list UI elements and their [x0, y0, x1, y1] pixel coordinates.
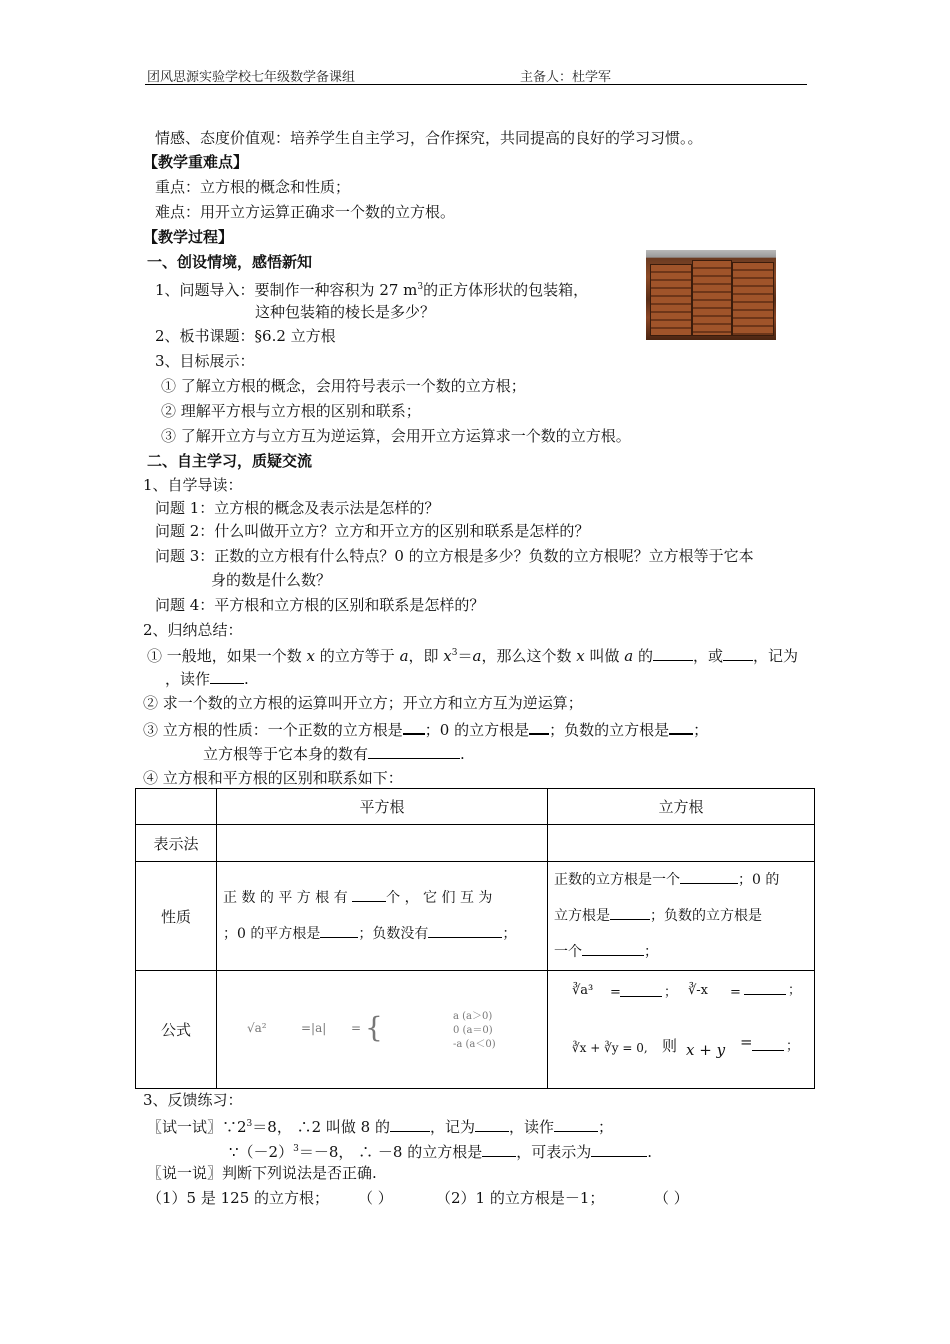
problem-3: 问题 3：正数的立方根有什么特点？0 的立方根是多少？负数的立方根呢？立方根等于它本 — [155, 547, 754, 565]
problem-2: 问题 2：什么叫做开立方？立方和开立方的区别和联系是怎样的？ — [155, 522, 590, 540]
cb-formula-3-sum: x + y — [686, 1040, 726, 1059]
formula-cube — [548, 971, 815, 1089]
blank-cb-2[interactable] — [744, 979, 786, 995]
judge-2-answer[interactable]: （ ） — [654, 1189, 689, 1207]
part-one-title: 一、创设情境，感悟新知 — [147, 253, 313, 271]
cb-formula-3-eq: = — [740, 1032, 753, 1051]
brace-icon: { — [365, 1010, 383, 1044]
cb-formula-1-eq: = — [610, 984, 621, 1000]
section-process: 【教学过程】 — [143, 228, 234, 246]
cb-formula-1: ∛a³ — [572, 982, 594, 998]
cb-formula-2: ∛-x — [688, 982, 709, 998]
goal-2: ② 理解平方根与立方根的区别和联系； — [161, 402, 421, 420]
notation-square[interactable] — [217, 825, 548, 862]
comparison-table — [135, 788, 815, 1089]
blank-self-equal[interactable] — [368, 743, 460, 759]
sq-case-3: -a (a＜0) — [453, 1038, 496, 1050]
cb-formula-1-end: ； — [664, 984, 678, 1000]
sq-case-2: 0 (a＝0) — [453, 1024, 493, 1036]
properties-square: 正 数 的 平 方 根 有 个 ， 它 们 互 为 ；0 的平方根是 ；负数没有 ； — [217, 862, 548, 971]
blank-try-2[interactable] — [475, 1116, 509, 1132]
formula-square — [217, 971, 548, 1089]
blank-try-1[interactable] — [390, 1116, 430, 1132]
goal-3: ③ 了解开立方与立方互为逆运算，会用开立方运算求一个数的立方根。 — [161, 427, 631, 445]
blank-zero[interactable] — [529, 718, 549, 735]
say-it-line: 〖说一说〗判断下列说法是否正确. — [147, 1164, 377, 1182]
cube-root-operation: ② 求一个数的立方根的运算叫开立方；开立方和立方互为逆运算； — [143, 694, 583, 712]
blank-positive[interactable] — [403, 718, 425, 735]
judge-2: （2）1 的立方根是－1； — [436, 1189, 605, 1207]
blank-read-as[interactable] — [210, 668, 244, 684]
cb-formula-2-eq: = — [730, 984, 741, 1000]
try-it-line-2: $\because(-2)^3=-8$， ∴ －8 的立方根是 ，可表示为 . — [229, 1143, 653, 1161]
goal-1: ① 了解立方根的概念，会用符号表示一个数的立方根； — [161, 377, 526, 395]
header-cube-root: 立方根 — [548, 789, 815, 825]
crates-photo — [646, 250, 776, 340]
blank-third-root[interactable] — [723, 645, 753, 661]
part-two-title: 二、自主学习，质疑交流 — [147, 452, 313, 470]
blank-try-4[interactable] — [482, 1141, 516, 1157]
properties-cube: 正数的立方根是一个 ；0 的 立方根是 ；负数的立方根是 一个 ； — [548, 862, 815, 971]
section-key-points: 【教学重难点】 — [143, 153, 249, 171]
header-school: 团风思源实验学校七年级数学备课组 — [147, 70, 356, 85]
cb-formula-3-end: ； — [786, 1038, 800, 1054]
sq-formula-abs: =|a| — [301, 1020, 327, 1035]
notation-cube[interactable] — [548, 825, 815, 862]
row-properties: 性质 — [136, 862, 217, 971]
cb-formula-3-then: 则 — [662, 1036, 678, 1055]
sq-formula-root: √a² — [247, 1020, 267, 1035]
cb-formula-3: ∛x + ∛y = 0, — [572, 1040, 648, 1055]
row-notation: 表示法 — [136, 825, 217, 862]
blank-negative[interactable] — [669, 718, 693, 735]
question-intro: 1、问题导入：要制作一种容积为 27 $m^3$的正方体形状的包装箱， — [155, 281, 589, 299]
key-point: 重点：立方根的概念和性质； — [155, 178, 351, 196]
difficult-point: 难点：用开立方运算正确求一个数的立方根。 — [155, 203, 456, 221]
blank-cb-3[interactable] — [752, 1035, 784, 1051]
compare-label: ④ 立方根和平方根的区别和联系如下： — [143, 769, 403, 787]
blank-cb-1[interactable] — [620, 981, 662, 997]
sq-case-1: a (a＞0) — [453, 1010, 493, 1022]
problem-1: 问题 1：立方根的概念及表示法是怎样的？ — [155, 499, 440, 517]
blank-cube-root[interactable] — [653, 645, 693, 661]
definition-line: ① 一般地，如果一个数 x 的立方等于 a，即 $x^3=a$，那么这个数 x 叫做 a 的 ，或 ，记为 — [147, 647, 799, 665]
table-corner — [136, 789, 217, 825]
cube-root-properties: ③ 立方根的性质：一个正数的立方根是 ；0 的立方根是 ；负数的立方根是 ； — [143, 718, 708, 740]
header-rule — [145, 84, 807, 85]
header-author: 主备人：杜学军 — [520, 70, 612, 85]
self-equal-line: 立方根等于它本身的数有 . — [203, 745, 465, 763]
row-formula: 公式 — [136, 971, 217, 1089]
question-intro-cont: 这种包装箱的棱长是多少？ — [255, 303, 436, 321]
lesson-title: 2、板书课题：§6.2 立方根 — [155, 327, 336, 345]
cb-formula-2-end: ； — [788, 982, 802, 998]
try-it-line: 〖试一试〗$\because 2^3=8$， ∴2 叫做 8 的 ，记为 ，读作 ； — [147, 1118, 614, 1136]
judge-1: （1）5 是 125 的立方根； — [147, 1189, 330, 1207]
problem-4: 问题 4：平方根和立方根的区别和联系是怎样的？ — [155, 596, 485, 614]
summary-label: 2、归纳总结： — [143, 621, 243, 639]
practice-label: 3、反馈练习： — [143, 1091, 243, 1109]
goals-label: 3、目标展示： — [155, 352, 255, 370]
judge-1-answer[interactable]: （ ） — [358, 1189, 393, 1207]
header-square-root: 平方根 — [217, 789, 548, 825]
problem-3-cont: 身的数是什么数？ — [211, 571, 332, 589]
read-as-line: ，读作 . — [165, 670, 249, 688]
sq-formula-eq: = — [351, 1020, 362, 1035]
blank-try-3[interactable] — [554, 1116, 598, 1132]
attitude-line: 情感、态度价值观：培养学生自主学习，合作探究，共同提高的良好的学习习惯。。 — [155, 129, 703, 147]
blank-try-5[interactable] — [591, 1141, 647, 1157]
self-study-label: 1、自学导读： — [143, 476, 243, 494]
